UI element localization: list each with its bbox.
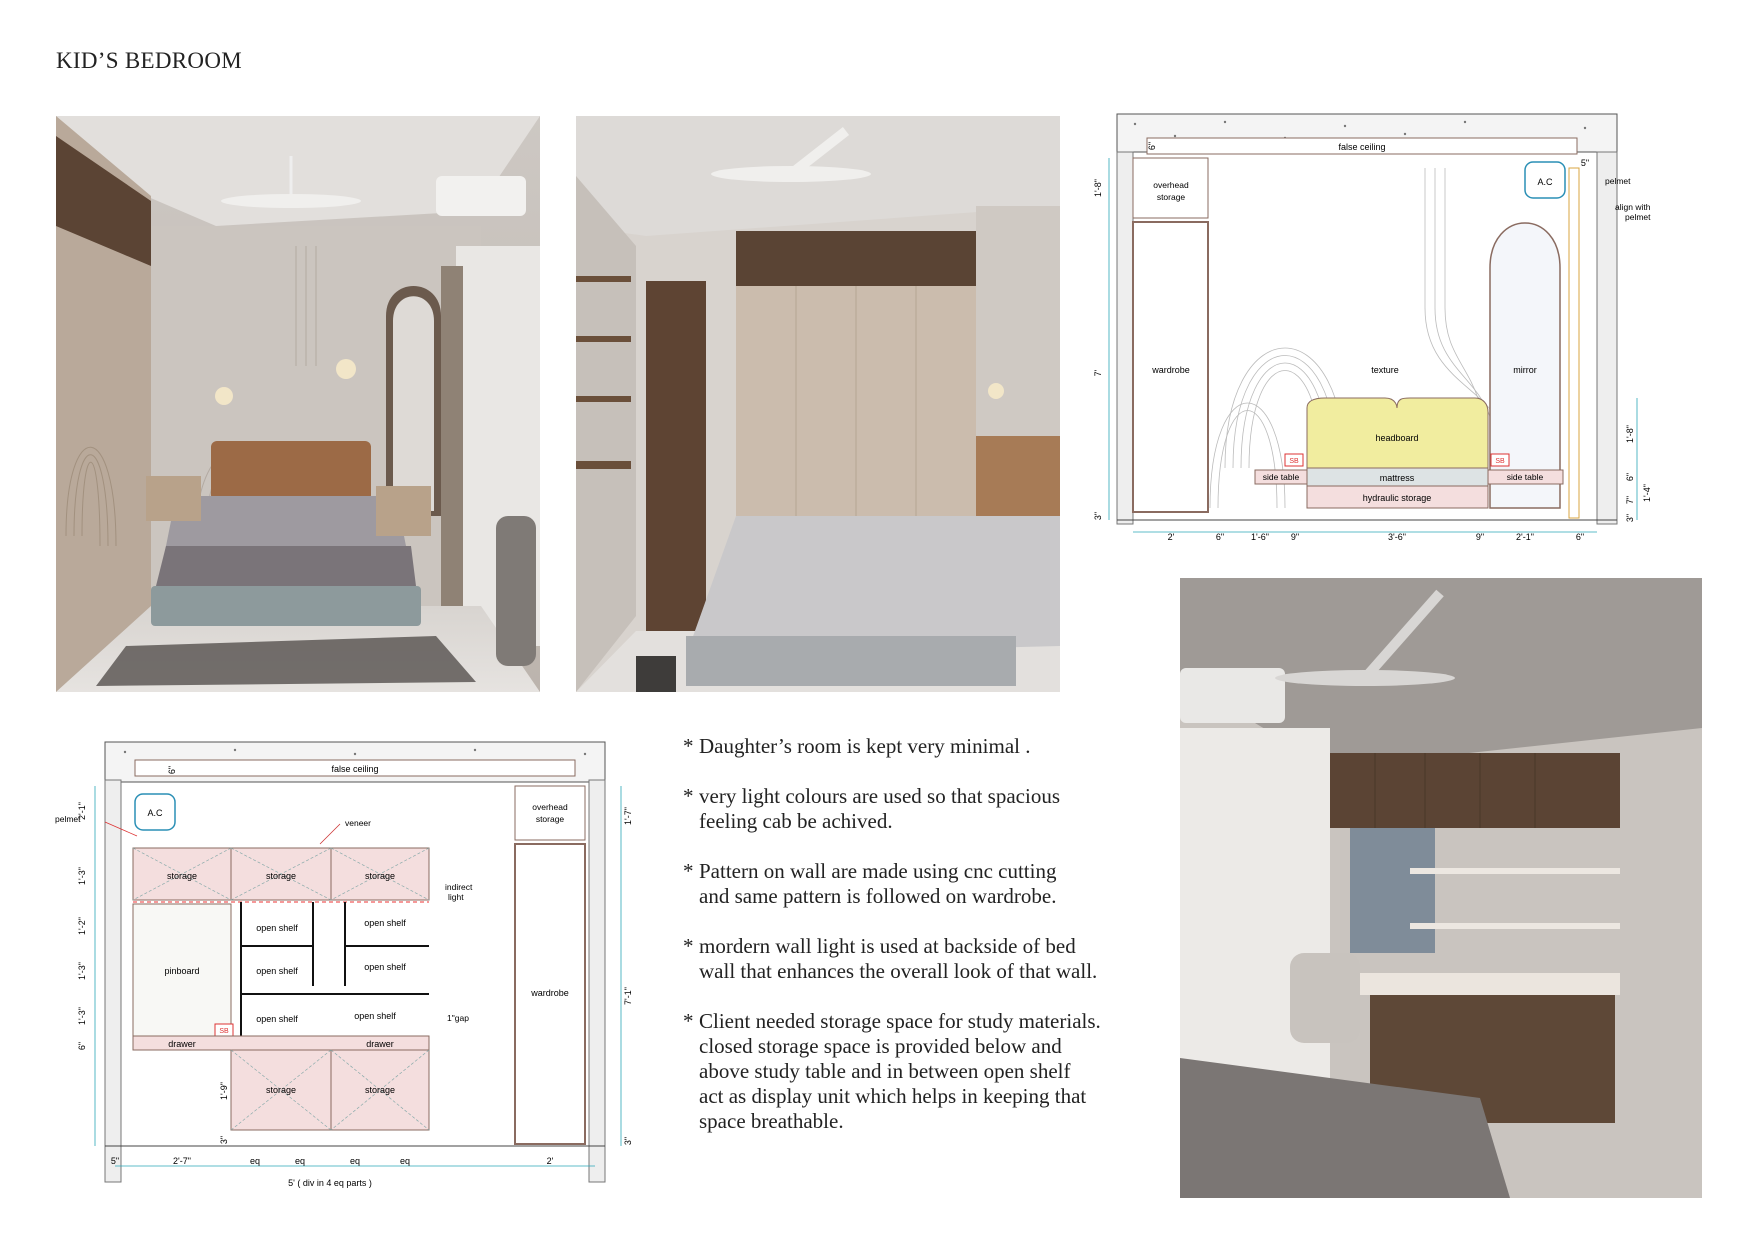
label-sb-l: SB <box>1289 458 1299 465</box>
dim-r2: 1'-4" <box>1642 484 1652 502</box>
label-pelmet: pelmet <box>55 814 81 824</box>
chair <box>1290 953 1360 1043</box>
render-bedroom-view-2 <box>576 116 1060 692</box>
dim-l0: 2'-1" <box>77 802 87 820</box>
label-headboard: headboard <box>1375 433 1419 443</box>
dim-l2: 1'-2" <box>77 917 87 935</box>
dim-b1: 2'-7" <box>173 1156 191 1166</box>
label-side-table-l: side table <box>1262 472 1300 482</box>
dim-b0: 2' <box>1167 532 1175 540</box>
label-mirror: mirror <box>1513 365 1537 375</box>
note-text: Client needed storage space for study materials. closed storage space is provided below and above study table and in between open shelf act as display unit which helps in keeping that space breathable. <box>699 1009 1101 1133</box>
label-drawer-1: drawer <box>168 1039 196 1049</box>
label-mattress: mattress <box>1379 473 1415 483</box>
page-title: KID’S BEDROOM <box>56 48 242 73</box>
dim-b5: 9" <box>1475 532 1485 540</box>
label-open-shelf-3: open shelf <box>256 966 298 976</box>
label-sb-r: SB <box>1495 458 1505 465</box>
dim-b4: 3'-6" <box>1388 532 1406 540</box>
dims-bottom <box>111 1156 554 1188</box>
dim-b2: eq <box>249 1156 261 1166</box>
label-align-2: pelmet <box>1625 212 1651 222</box>
dim-r2: 3" <box>623 1136 633 1146</box>
note-item: * Client needed storage space for study materials. closed storage space is provided below and above study table and in between open shelf act as display unit which helps in keeping that space breathable. <box>683 1009 1153 1134</box>
design-notes <box>683 734 1153 1159</box>
dim-r0: 1'-8" <box>1625 425 1635 443</box>
ac-unit <box>436 176 526 216</box>
dim-l2: 3" <box>1093 511 1103 521</box>
dims-bottom <box>1168 532 1584 540</box>
label-texture: texture <box>1371 365 1399 375</box>
label-overhead: overhead <box>1153 180 1189 190</box>
dim-b3: eq <box>294 1156 306 1166</box>
dim-t0: 6" <box>1147 141 1157 151</box>
label-overhead: overhead <box>532 802 568 812</box>
dim-l4: 1'-3" <box>77 1007 87 1025</box>
label-veneer: veneer <box>345 818 371 828</box>
dim-b2: 1'-6" <box>1251 532 1269 540</box>
label-storage: storage <box>1156 192 1186 202</box>
note-item: * Pattern on wall are made using cnc cutting and same pattern is followed on wardrobe. <box>683 859 1153 909</box>
note-text: mordern wall light is used at backside of bed wall that enhances the overall look of that wall. <box>699 934 1098 983</box>
lower-storage <box>231 1050 429 1130</box>
dim-l0: 1'-8" <box>1093 179 1103 197</box>
label-drawer-2: drawer <box>366 1039 394 1049</box>
label-storage-5: storage <box>364 1085 396 1095</box>
dim-b0: 5" <box>110 1156 120 1166</box>
dim-l7: 3" <box>219 1135 229 1145</box>
dim-b4: eq <box>349 1156 361 1166</box>
ac-unit <box>1180 668 1285 723</box>
label-open-shelf-1: open shelf <box>256 923 298 933</box>
wall-light-icon <box>988 383 1004 399</box>
label-wardrobe: wardrobe <box>1152 365 1190 375</box>
wall-light-icon <box>336 359 356 379</box>
dim-b3: 9" <box>1290 532 1300 540</box>
dim-b7: 6" <box>1575 532 1585 540</box>
dim-t0: 6" <box>167 765 177 775</box>
render-bedroom-view-1 <box>56 116 540 692</box>
label-overhead-storage: storage <box>535 814 565 824</box>
label-light: light <box>448 892 464 902</box>
label-gap: 1"gap <box>447 1013 469 1023</box>
label-wardrobe: wardrobe <box>531 988 569 998</box>
dim-r3: 7" <box>1625 495 1635 505</box>
study-table <box>1320 973 1620 995</box>
label-align-1: align with <box>1615 202 1651 212</box>
label-side-table-r: side table <box>1506 472 1544 482</box>
dim-total: 5' ( div in 4 eq parts ) <box>288 1178 372 1188</box>
dim-r1: 7'-1" <box>623 987 633 1005</box>
label-false-ceiling: false ceiling <box>1338 142 1386 152</box>
dim-b6: 2' <box>546 1156 554 1166</box>
bed-base <box>151 586 421 626</box>
bed-base <box>686 636 1016 686</box>
label-pelmet: pelmet <box>1605 176 1631 186</box>
label-storage-1: storage <box>166 871 198 881</box>
label-ac: A.C <box>147 808 163 818</box>
label-hydraulic: hydraulic storage <box>1362 493 1432 503</box>
dim-b5: eq <box>399 1156 411 1166</box>
label-storage-3: storage <box>364 871 396 881</box>
label-sb: SB <box>219 1028 229 1035</box>
note-text: Pattern on wall are made using cnc cutting and same pattern is followed on wardrobe. <box>699 859 1057 908</box>
arched-mirror <box>393 296 434 511</box>
dim-l6: 1'-9" <box>219 1082 229 1100</box>
note-item: * very light colours are used so that spacious feeling cab be achived. <box>683 784 1153 834</box>
note-text: Daughter’s room is kept very minimal . <box>699 734 1031 758</box>
label-open-shelf-6: open shelf <box>354 1011 396 1021</box>
dim-r0: 1'-7" <box>623 807 633 825</box>
render-study-area <box>1180 578 1702 1198</box>
dim-l5: 6" <box>77 1041 87 1051</box>
label-open-shelf-2: open shelf <box>364 918 406 928</box>
door <box>646 281 706 631</box>
dim-b1: 6" <box>1215 532 1225 540</box>
label-storage-2: storage <box>265 871 297 881</box>
dim-b6: 2'-1" <box>1516 532 1534 540</box>
label-ac: A.C <box>1537 177 1553 187</box>
label-false-ceiling: false ceiling <box>331 764 379 774</box>
overhead-cabinet <box>1330 753 1620 828</box>
note-item: * mordern wall light is used at backside of bed wall that enhances the overall look of that wall. <box>683 934 1153 984</box>
label-storage-4: storage <box>265 1085 297 1095</box>
elevation-bed-wall <box>1085 108 1685 540</box>
headboard <box>211 441 371 501</box>
dim-l3: 1'-3" <box>77 962 87 980</box>
dim-r1: 6" <box>1625 472 1635 482</box>
wall-light-icon <box>215 387 233 405</box>
upper-storage <box>133 848 429 900</box>
dim-r4: 3" <box>1625 513 1635 523</box>
label-open-shelf-4: open shelf <box>364 962 406 972</box>
dim-t1: 5" <box>1580 158 1590 168</box>
label-open-shelf-5: open shelf <box>256 1014 298 1024</box>
dim-l1: 7' <box>1093 369 1103 377</box>
label-indirect: indirect <box>445 882 473 892</box>
dim-l1: 1'-3" <box>77 867 87 885</box>
overhead-wardrobe <box>736 231 976 286</box>
label-pinboard: pinboard <box>164 966 200 976</box>
note-item: * Daughter’s room is kept very minimal . <box>683 734 1153 759</box>
headboard <box>976 436 1060 516</box>
note-text: very light colours are used so that spacious feeling cab be achived. <box>699 784 1060 833</box>
pinboard <box>1350 828 1435 953</box>
elevation-study-wall <box>55 736 655 1206</box>
